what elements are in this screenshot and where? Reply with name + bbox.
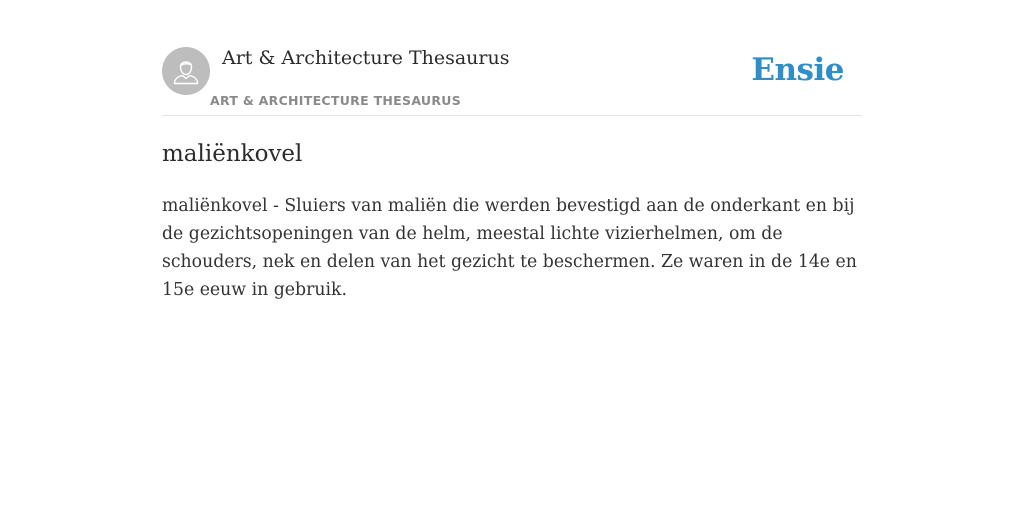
content-container bbox=[162, 0, 862, 300]
source-label[interactable]: ART & ARCHITECTURE THESAURUS bbox=[210, 93, 462, 108]
author-name[interactable]: Art & Architecture Thesaurus bbox=[222, 47, 510, 69]
entry-title: maliënkovel bbox=[162, 141, 303, 167]
author-avatar[interactable] bbox=[162, 47, 210, 95]
entry-header bbox=[162, 0, 862, 116]
user-icon bbox=[162, 47, 210, 95]
entry-definition: maliënkovel - Sluiers van maliën die werden bevestigd aan de onderkant en bij de gezichtsopeningen van de helm, meestal lichte vizierhelmen, om de schouders, nek en delen van het gezicht te beschermen. Ze waren in de 14e en 15e eeuw in gebruik. bbox=[162, 196, 857, 300]
ensie-logo-link[interactable]: Ensie bbox=[751, 52, 844, 88]
